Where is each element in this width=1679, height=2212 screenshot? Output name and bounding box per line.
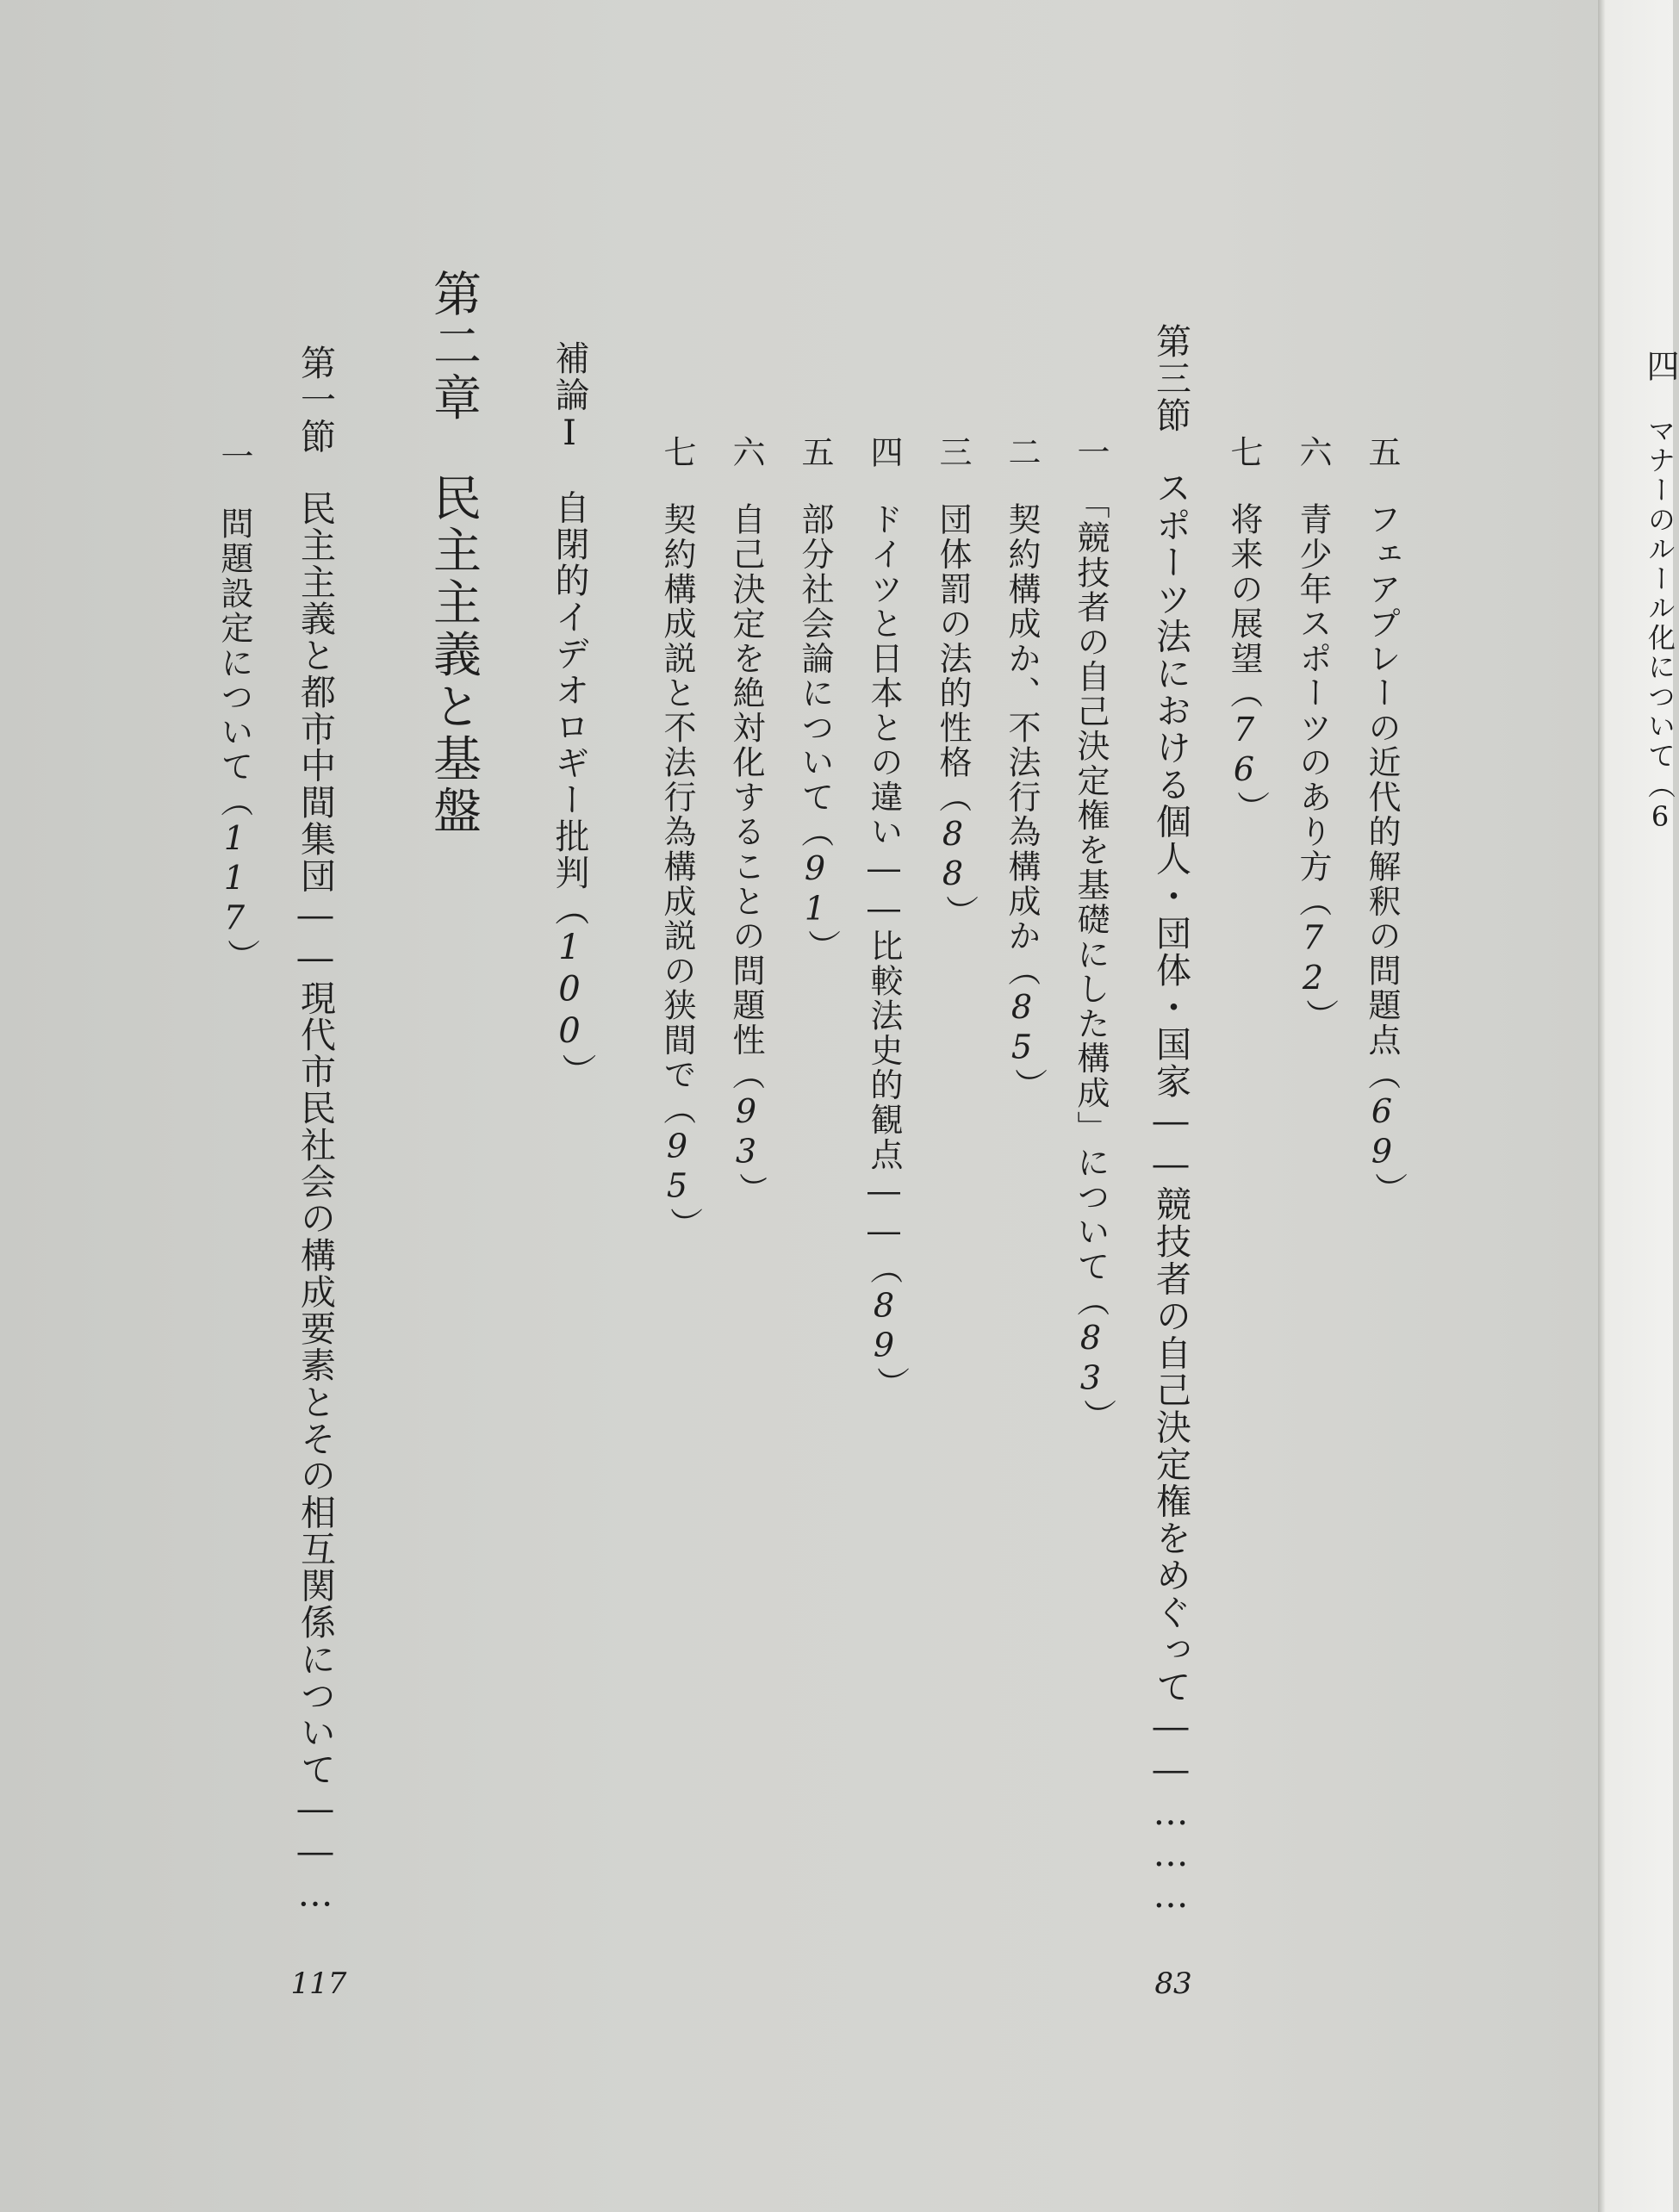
section-title: スポーツ法における個人・団体・国家――競技者の自己決定権をめぐって―― bbox=[1150, 469, 1191, 1792]
supplement-label: 補論Ⅰ bbox=[550, 340, 589, 456]
section-heading bbox=[295, 345, 336, 1915]
supplement-page: （100） bbox=[550, 891, 589, 1090]
item-title: 契約構成か、不法行為構成か bbox=[1003, 502, 1041, 954]
item-number: 一 bbox=[215, 439, 253, 475]
toc-item bbox=[1003, 435, 1041, 1103]
item-page: （91） bbox=[796, 814, 834, 964]
toc-item bbox=[1363, 435, 1401, 1207]
item-page: （72） bbox=[1294, 884, 1332, 1034]
item-number: 一 bbox=[1072, 435, 1110, 470]
section-page: 117 bbox=[290, 1967, 347, 2001]
toc-item bbox=[1294, 435, 1332, 1034]
item-page: （85） bbox=[1003, 953, 1041, 1103]
toc-item bbox=[215, 439, 253, 973]
section-label: 第三節 bbox=[1150, 323, 1191, 435]
section-heading bbox=[1150, 323, 1191, 1916]
item-title: ドイツと日本との違い――比較法史的観点―― bbox=[865, 502, 903, 1252]
section-title: 民主主義と都市中間集団――現代市民社会の構成要素とその相互関係について―― bbox=[295, 489, 336, 1873]
item-number: 七 bbox=[658, 435, 696, 470]
item-page: （69） bbox=[1363, 1057, 1401, 1207]
section-label: 第一節 bbox=[295, 345, 336, 455]
item-number: 七 bbox=[1225, 435, 1263, 470]
item-number: 六 bbox=[1294, 435, 1332, 470]
toc-item bbox=[1225, 435, 1263, 825]
item-page: （93） bbox=[727, 1057, 765, 1207]
section-page: 83 bbox=[1154, 1967, 1192, 2001]
supplement-title: 自閉的イデオロギー批判 bbox=[550, 489, 589, 892]
item-number: 六 bbox=[727, 435, 765, 470]
adjacent-page-edge bbox=[1598, 0, 1673, 2212]
toc-item bbox=[1072, 435, 1110, 1433]
item-title: 団体罰の法的性格 bbox=[934, 502, 972, 780]
chapter-heading bbox=[426, 269, 482, 838]
item-number: 五 bbox=[796, 435, 834, 470]
item-number: 二 bbox=[1003, 435, 1041, 470]
toc-item bbox=[796, 435, 834, 964]
item-page: （95） bbox=[658, 1092, 696, 1242]
item-page: （88） bbox=[934, 780, 972, 929]
toc-item bbox=[727, 435, 765, 1207]
toc-item-partial bbox=[1641, 349, 1679, 836]
item-title: 「競技者の自己決定権を基礎にした構成」について bbox=[1072, 486, 1110, 1284]
toc-item bbox=[658, 435, 696, 1242]
item-title: 部分社会論について bbox=[796, 502, 834, 815]
item-title: 自己決定を絶対化することの問題性 bbox=[727, 502, 765, 1058]
item-title: 青少年スポーツのあり方 bbox=[1294, 502, 1332, 885]
item-title: フェアプレーの近代的解釈の問題点 bbox=[1363, 502, 1401, 1058]
item-title: 将来の展望 bbox=[1225, 502, 1263, 676]
item-title: 契約構成説と不法行為構成説の狭間で bbox=[658, 502, 696, 1093]
toc-item bbox=[934, 435, 972, 929]
item-page: （89） bbox=[865, 1252, 903, 1401]
item-page: （117） bbox=[215, 784, 253, 973]
item-title: マナーのルール化について（6 bbox=[1644, 416, 1676, 836]
item-page: （83） bbox=[1072, 1283, 1110, 1433]
toc-item bbox=[865, 435, 903, 1401]
item-number: 四 bbox=[1641, 349, 1679, 384]
item-number: 五 bbox=[1363, 435, 1401, 470]
item-number: 三 bbox=[934, 435, 972, 470]
leader-dots: … bbox=[295, 1873, 336, 1915]
item-page: （76） bbox=[1225, 675, 1263, 825]
chapter-label: 第二章 bbox=[426, 269, 482, 426]
chapter-title: 民主主義と基盤 bbox=[426, 473, 482, 838]
item-number: 四 bbox=[865, 435, 903, 470]
leader-dots: ……… bbox=[1150, 1791, 1191, 1916]
supplement-heading bbox=[552, 340, 587, 1090]
item-title: 問題設定について bbox=[215, 506, 253, 785]
